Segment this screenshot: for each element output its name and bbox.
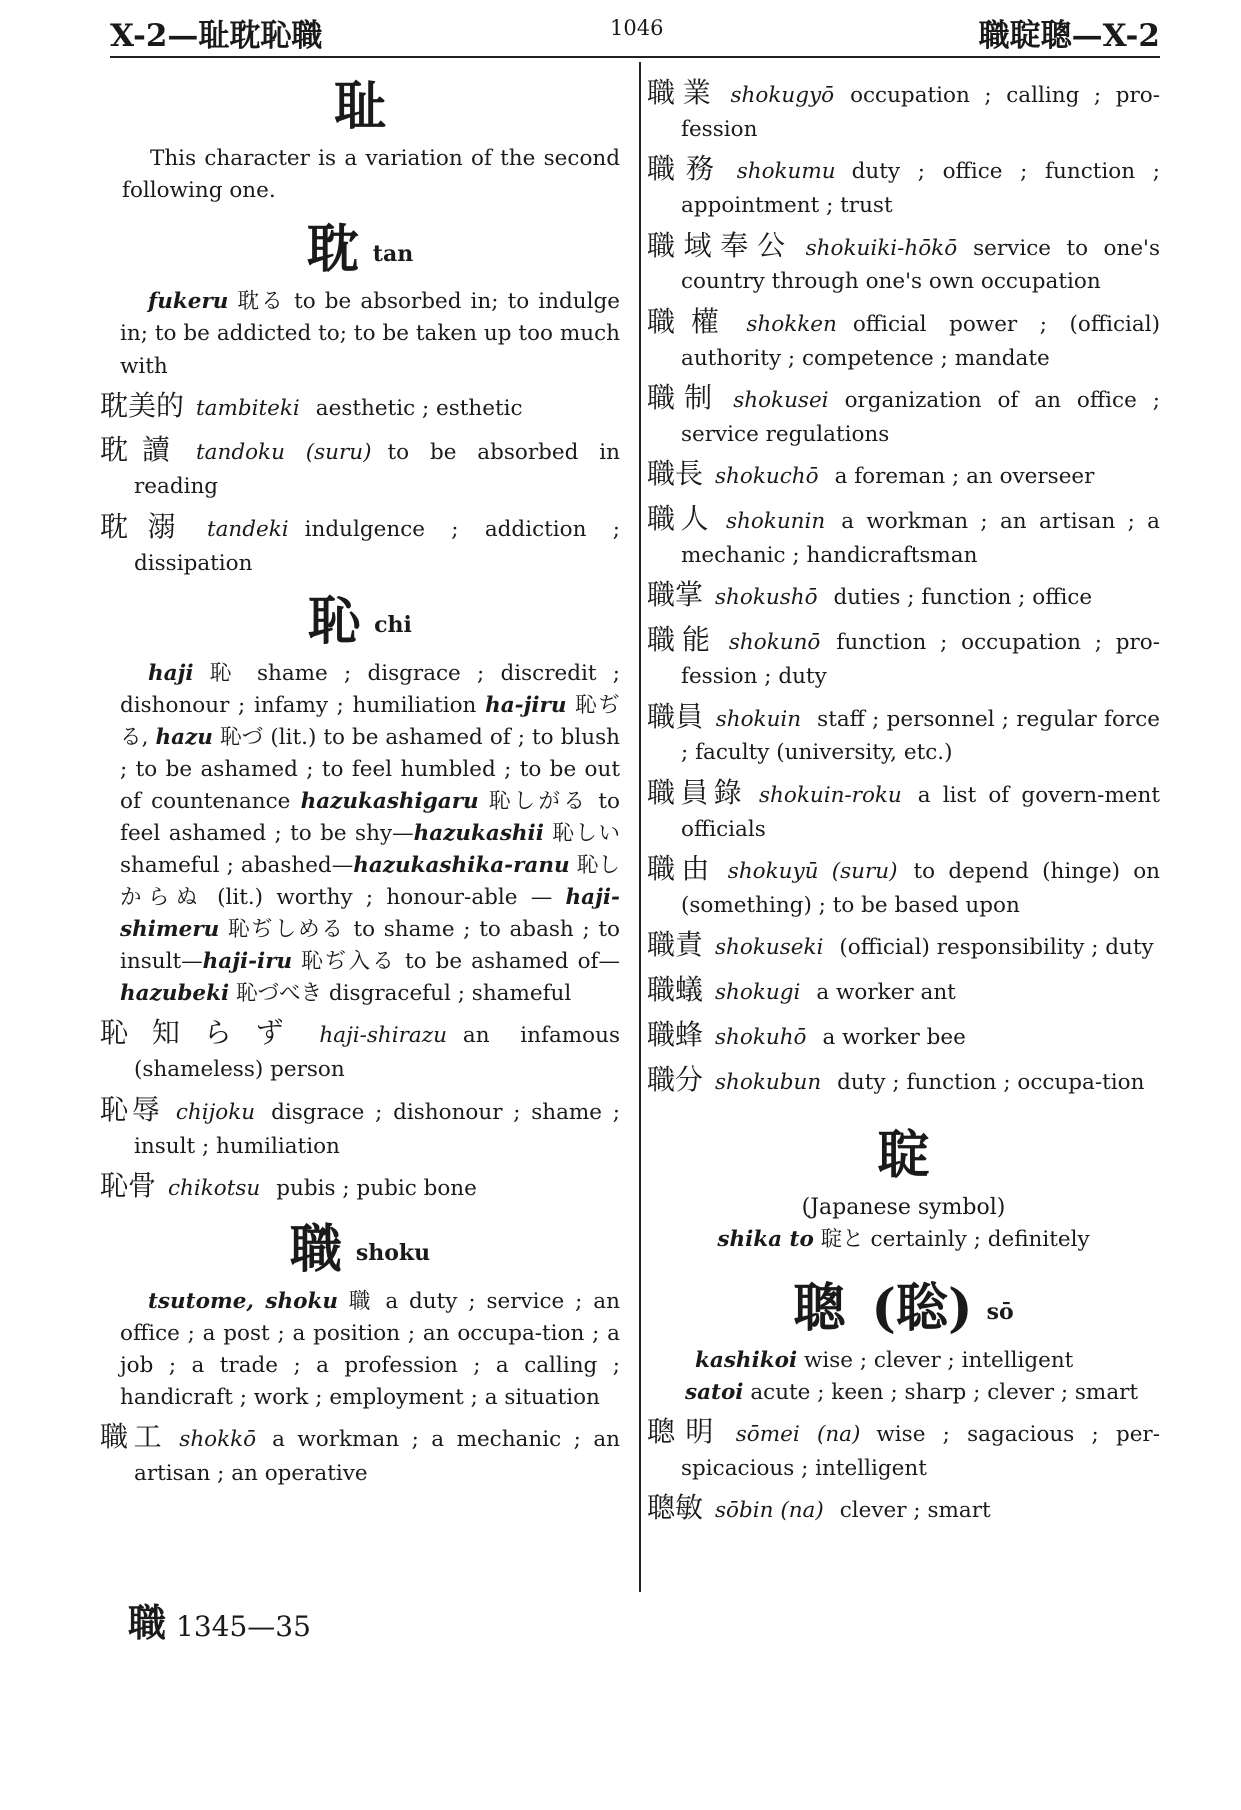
kanji-char: 職 xyxy=(289,1218,342,1280)
definition-text: to feel ashamed ; to be shy— xyxy=(120,789,620,847)
kanji-heading xyxy=(100,590,620,652)
definition-romaji: shika to xyxy=(717,1226,814,1252)
compound-entry xyxy=(647,149,1160,221)
compound-romaji: shokumu xyxy=(736,159,836,185)
definition-text: shameful ; abashed— xyxy=(120,853,354,879)
compound-romaji: shokuseki xyxy=(715,935,824,961)
compound-headword: 聰敏 xyxy=(647,1491,704,1525)
definition-text: (lit.) to be ashamed of ; to blush ; to be ashamed ; to feel humbled ; to be out of countenance xyxy=(120,725,620,815)
compound-headword: 職權 xyxy=(647,304,735,338)
definition-romaji: haji-shimeru xyxy=(120,885,620,943)
compound-entry xyxy=(647,849,1160,921)
compound-entry xyxy=(647,773,1160,845)
compound-entry xyxy=(647,575,1160,616)
compound-entry xyxy=(647,1412,1160,1484)
compound-definition: a list of govern-ment officials xyxy=(681,782,1160,842)
compound-romaji: shokuin-roku xyxy=(759,782,902,808)
compound-entry xyxy=(647,454,1160,495)
kanji-char: 恥 xyxy=(308,590,361,652)
definition-romaji: hazu xyxy=(155,725,213,751)
compound-definition: a workman ; an artisan ; a mechanic ; handicraftsman xyxy=(681,509,1160,568)
definition-japanese: 職 xyxy=(348,1289,375,1314)
definition-japanese: 恥しい xyxy=(552,821,620,847)
definition-japanese: 恥 xyxy=(209,661,241,687)
compound-romaji: shokken xyxy=(746,311,837,337)
compound-headword: 職由 xyxy=(647,852,716,885)
compound-romaji: tandoku (suru) xyxy=(196,440,372,466)
compound-entry xyxy=(100,386,620,427)
compound-definition: a workman ; a mechanic ; an artisan ; an operative xyxy=(134,1427,620,1486)
compound-entry xyxy=(100,507,620,579)
compound-entry xyxy=(647,73,1160,145)
compound-headword: 職業 xyxy=(647,76,719,109)
compound-definition: clever ; smart xyxy=(839,1498,991,1524)
definition-romaji: hazukashika-ranu xyxy=(353,853,570,879)
definition-japanese: 恥づべき xyxy=(236,981,323,1007)
header-left-guide: X-2—耻耽恥職 xyxy=(110,18,323,54)
compound-headword: 職掌 xyxy=(647,578,704,612)
compound-list xyxy=(647,73,1160,1101)
definition-romaji: ha-jiru xyxy=(485,693,567,719)
compound-romaji: shokuchō xyxy=(715,464,819,490)
compound-headword: 職分 xyxy=(647,1062,704,1096)
compound-definition: (official) responsibility ; duty xyxy=(839,935,1154,961)
compound-definition: organization of an office ; service regulations xyxy=(681,388,1160,447)
compound-headword: 職責 xyxy=(647,928,704,962)
page-header xyxy=(110,10,1160,52)
compound-romaji: sōbin (na) xyxy=(715,1498,824,1524)
compound-definition: to depend (hinge) on (something) ; to be based upon xyxy=(681,859,1160,918)
definition-japanese: 恥ぢしめる xyxy=(228,917,345,943)
definition-japanese: 恥ぢる, xyxy=(120,693,620,751)
compound-headword: 職務 xyxy=(647,152,725,186)
definition-japanese: 聢と xyxy=(820,1226,864,1252)
compound-entry xyxy=(100,1417,620,1489)
compound-romaji: shokuyū (suru) xyxy=(727,859,898,884)
compound-romaji: shokunō xyxy=(728,630,821,656)
compound-definition: an infamous (shameless) person xyxy=(134,1023,620,1083)
footer-code: 1345—35 xyxy=(176,1610,311,1643)
compound-entry xyxy=(647,302,1160,374)
definition-japanese: 恥しからぬ xyxy=(120,853,620,911)
compound-headword: 職員錄 xyxy=(647,775,747,809)
compound-entry xyxy=(647,925,1160,966)
compound-entry xyxy=(647,499,1160,571)
kanji-reading: shoku xyxy=(355,1240,431,1267)
kanji-definition xyxy=(100,1286,620,1414)
compound-romaji: shokugi xyxy=(715,980,801,1006)
compound-definition: aesthetic ; esthetic xyxy=(315,395,523,421)
compound-definition: duty ; function ; occupa-tion xyxy=(837,1069,1145,1095)
compound-entry xyxy=(647,1488,1160,1529)
compound-headword: 職蟻 xyxy=(647,973,704,1007)
compound-romaji: sōmei (na) xyxy=(735,1422,861,1448)
compound-headword: 耽讀 xyxy=(100,433,185,467)
compound-definition: a worker bee xyxy=(822,1025,966,1050)
definition-text: shame ; disgrace ; discredit ; dishonour ; infamy ; humiliation xyxy=(120,661,620,719)
compound-headword: 耽溺 xyxy=(100,509,195,543)
kanji-definition xyxy=(100,286,620,382)
compound-definition: function ; occupation ; pro-fession ; duty xyxy=(681,630,1160,690)
compound-definition: duties ; function ; office xyxy=(833,585,1093,611)
kanji-reading: chi xyxy=(374,612,412,639)
compound-headword: 職能 xyxy=(647,623,717,657)
definition-japanese: 耽る xyxy=(237,289,286,315)
kanji-note: This character is a variation of the second following one. xyxy=(122,146,620,204)
compound-romaji: haji-shirazu xyxy=(319,1023,447,1049)
kanji-char: 耽 xyxy=(306,219,359,281)
compound-romaji: shokkō xyxy=(179,1427,257,1453)
definition-text: to shame ; to abash ; to insult— xyxy=(120,917,620,975)
compound-headword: 職長 xyxy=(647,457,704,491)
definition-romaji: kashikoi xyxy=(695,1348,798,1374)
compound-headword: 職工 xyxy=(100,1420,168,1454)
compound-entry xyxy=(647,970,1160,1011)
compound-definition: pubis ; pubic bone xyxy=(276,1175,477,1201)
column-divider xyxy=(639,62,641,1592)
kanji-note: (Japanese symbol) xyxy=(801,1194,1006,1220)
page-footer-reference xyxy=(128,1592,311,1647)
compound-entry xyxy=(647,378,1160,450)
definition-text: wise ; clever ; intelligent xyxy=(803,1348,1074,1374)
compound-headword: 職制 xyxy=(647,381,722,414)
compound-definition: disgrace ; dishonour ; shame ; insult ; humiliation xyxy=(134,1099,620,1159)
definition-text: a duty ; service ; an office ; a post ; a position ; an occupa-tion ; a job ; a trade ; a profession ; a calling ; handicraft ; work ; employment ; a situation xyxy=(120,1289,620,1411)
compound-romaji: chijoku xyxy=(175,1099,256,1125)
compound-entry xyxy=(100,1166,620,1207)
right-column xyxy=(647,70,1160,1533)
compound-headword: 聰明 xyxy=(647,1415,724,1449)
compound-headword: 恥知らず xyxy=(100,1016,308,1050)
compound-romaji: shokuhō xyxy=(715,1025,807,1050)
compound-definition: occupation ; calling ; pro-fession xyxy=(681,83,1160,142)
definition-romaji: haji-iru xyxy=(202,949,293,975)
compound-entry xyxy=(647,226,1160,298)
compound-romaji: chikotsu xyxy=(168,1175,261,1201)
definition-japanese: 恥ぢ入る xyxy=(301,949,396,975)
compound-headword: 職域奉公 xyxy=(647,228,794,262)
kanji-definition xyxy=(100,658,620,1010)
compound-romaji: shokunin xyxy=(725,509,826,535)
kanji-char: 聰 xyxy=(793,1277,846,1339)
compound-entry xyxy=(647,1060,1160,1101)
compound-romaji: shokubun xyxy=(715,1069,822,1095)
compound-list xyxy=(100,1013,620,1206)
compound-definition: a foreman ; an overseer xyxy=(834,464,1095,490)
compound-definition: service to one's country through one's own occupation xyxy=(681,235,1160,295)
compound-entry xyxy=(100,1013,620,1085)
compound-headword: 職人 xyxy=(647,502,714,536)
compound-list xyxy=(647,1412,1160,1529)
kanji-definition xyxy=(647,1345,1160,1377)
kanji-definition xyxy=(647,1377,1160,1409)
kanji-definition xyxy=(647,1224,1160,1256)
compound-list xyxy=(100,386,620,579)
definition-text: (lit.) worthy ; honour-able — xyxy=(217,885,553,911)
compound-headword: 恥骨 xyxy=(100,1168,157,1202)
compound-entry xyxy=(647,620,1160,692)
definition-text: acute ; keen ; sharp ; clever ; smart xyxy=(750,1380,1139,1406)
compound-headword: 職蜂 xyxy=(647,1018,704,1051)
definition-text: to be absorbed in; to indulge in; to be addicted to; to be taken up too much with xyxy=(120,289,620,379)
kanji-heading xyxy=(100,219,620,281)
compound-entry xyxy=(647,697,1160,769)
kanji-heading xyxy=(647,1277,1160,1339)
definition-romaji: hazukashigaru xyxy=(300,789,479,815)
kanji-heading xyxy=(100,78,620,135)
header-rule xyxy=(110,56,1160,58)
compound-romaji: tandeki xyxy=(206,516,289,542)
definition-romaji: hazubeki xyxy=(120,981,230,1007)
compound-definition: duty ; office ; function ; appointment ; trust xyxy=(681,159,1160,219)
definition-japanese: 恥づ xyxy=(219,725,264,751)
kanji-heading xyxy=(100,1218,620,1280)
definition-japanese: 恥しがる xyxy=(488,789,589,815)
compound-headword: 職員 xyxy=(647,699,704,733)
kanji-char: 聢 xyxy=(877,1124,930,1186)
compound-definition: staff ; personnel ; regular force ; faculty (university, etc.) xyxy=(681,706,1160,766)
compound-headword: 耽美的 xyxy=(100,388,185,422)
definition-romaji: hazukashii xyxy=(413,821,544,847)
compound-definition: to be absorbed in reading xyxy=(134,440,620,500)
compound-romaji: shokuiki-hōkō xyxy=(805,235,958,261)
kanji-alt-form: (聡) xyxy=(871,1277,973,1339)
compound-headword: 恥辱 xyxy=(100,1092,164,1126)
compound-definition: wise ; sagacious ; per-spicacious ; intelligent xyxy=(681,1422,1160,1481)
kanji-char: 耻 xyxy=(333,76,386,137)
compound-definition: official power ; (official) authority ; competence ; mandate xyxy=(681,311,1160,371)
compound-list xyxy=(100,1417,620,1489)
kanji-reading: tan xyxy=(372,240,414,267)
kanji-reading: sō xyxy=(986,1299,1014,1326)
definition-romaji: haji xyxy=(148,661,194,687)
compound-romaji: tambiteki xyxy=(196,395,300,421)
compound-entry xyxy=(647,1015,1160,1056)
definition-text: to be ashamed of— xyxy=(405,949,620,975)
definition-romaji: satoi xyxy=(685,1380,744,1406)
definition-romaji: tsutome, shoku xyxy=(148,1289,338,1314)
compound-romaji: shokugyō xyxy=(730,83,835,108)
footer-kanji: 職 xyxy=(128,1600,167,1645)
compound-entry xyxy=(100,1090,620,1162)
compound-romaji: shokusei xyxy=(733,388,829,413)
compound-romaji: shokuin xyxy=(715,706,802,732)
compound-romaji: shokushō xyxy=(715,585,818,611)
compound-definition: indulgence ; addiction ; dissipation xyxy=(134,516,620,576)
definition-text: disgraceful ; shameful xyxy=(328,981,572,1007)
compound-definition: a worker ant xyxy=(816,980,956,1006)
page-number: 1046 xyxy=(610,16,664,40)
kanji-heading xyxy=(647,1124,1160,1186)
left-column xyxy=(100,70,620,1493)
definition-romaji: fukeru xyxy=(148,289,229,315)
compound-entry xyxy=(100,430,620,502)
definition-text: certainly ; definitely xyxy=(870,1226,1090,1252)
header-right-guide: 職聢聰—X-2 xyxy=(978,18,1160,54)
